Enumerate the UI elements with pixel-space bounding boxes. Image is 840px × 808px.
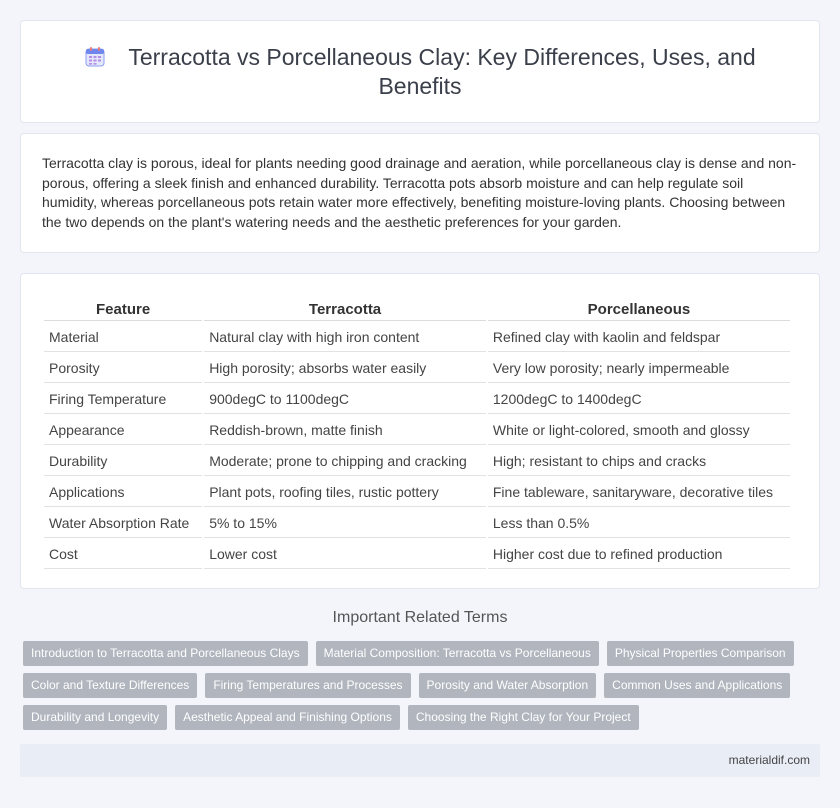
table-row	[44, 323, 790, 352]
related-term-tag[interactable]: Common Uses and Applications	[604, 673, 790, 698]
table-row	[44, 385, 790, 414]
table-row	[44, 478, 790, 507]
intro-card	[20, 133, 820, 253]
footer	[20, 744, 820, 777]
table-header-row	[44, 297, 790, 321]
table-row	[44, 540, 790, 569]
comparison-table	[42, 295, 792, 571]
related-term-tag[interactable]: Choosing the Right Clay for Your Project	[408, 705, 639, 730]
table-cell-feature: Water Absorption Rate	[44, 509, 202, 538]
column-header-porcellaneous: Porcellaneous	[488, 297, 790, 321]
table-cell-porcellaneous: Refined clay with kaolin and feldspar	[488, 323, 790, 352]
table-cell-feature: Cost	[44, 540, 202, 569]
table-cell-feature: Material	[44, 323, 202, 352]
table-cell-porcellaneous: 1200degC to 1400degC	[488, 385, 790, 414]
related-term-tag[interactable]: Porosity and Water Absorption	[419, 673, 597, 698]
related-term-tag[interactable]: Physical Properties Comparison	[607, 641, 794, 666]
related-terms-heading: Important Related Terms	[332, 609, 508, 626]
related-term-tag[interactable]: Aesthetic Appeal and Finishing Options	[175, 705, 400, 730]
table-cell-porcellaneous: Less than 0.5%	[488, 509, 790, 538]
header-card	[20, 20, 820, 123]
table-cell-feature: Durability	[44, 447, 202, 476]
table-cell-feature: Firing Temperature	[44, 385, 202, 414]
table-row	[44, 354, 790, 383]
related-term-tag[interactable]: Firing Temperatures and Processes	[205, 673, 410, 698]
page-title	[70, 43, 770, 101]
comparison-table-card	[20, 273, 820, 589]
column-header-terracotta: Terracotta	[204, 297, 486, 321]
table-cell-porcellaneous: Higher cost due to refined production	[488, 540, 790, 569]
table-cell-terracotta: Reddish-brown, matte finish	[204, 416, 486, 445]
table-cell-feature: Porosity	[44, 354, 202, 383]
table-cell-feature: Applications	[44, 478, 202, 507]
page-title-text: Terracotta vs Porcellaneous Clay: Key Differences, Uses, and Benefits	[128, 43, 756, 99]
table-cell-terracotta: Lower cost	[204, 540, 486, 569]
intro-paragraph: Terracotta clay is porous, ideal for plants needing good drainage and aeration, while porcellaneous clay is dense and non-porous, offering a sleek finish and enhanced durability. Terracotta pots absorb moisture and can help regulate soil humidity, whereas porcellaneous pots retain water more effectively, benefiting moisture-loving plants. Choosing between the two depends on the plant's watering needs and the aesthetic preferences for your garden.	[42, 155, 797, 230]
related-term-tag[interactable]: Introduction to Terracotta and Porcellaneous Clays	[23, 641, 308, 666]
table-cell-terracotta: Plant pots, roofing tiles, rustic pottery	[204, 478, 486, 507]
related-terms-list	[23, 641, 803, 730]
table-cell-terracotta: 900degC to 1100degC	[204, 385, 486, 414]
table-cell-porcellaneous: High; resistant to chips and cracks	[488, 447, 790, 476]
table-cell-terracotta: Moderate; prone to chipping and cracking	[204, 447, 486, 476]
table-cell-porcellaneous: White or light-colored, smooth and glossy	[488, 416, 790, 445]
table-row	[44, 416, 790, 445]
table-row	[44, 509, 790, 538]
table-cell-terracotta: Natural clay with high iron content	[204, 323, 486, 352]
table-cell-porcellaneous: Very low porosity; nearly impermeable	[488, 354, 790, 383]
related-term-tag[interactable]: Material Composition: Terracotta vs Porcellaneous	[316, 641, 599, 666]
table-cell-terracotta: 5% to 15%	[204, 509, 486, 538]
calendar-icon	[84, 46, 106, 68]
table-cell-porcellaneous: Fine tableware, sanitaryware, decorative tiles	[488, 478, 790, 507]
related-term-tag[interactable]: Durability and Longevity	[23, 705, 167, 730]
footer-site-link[interactable]: materialdif.com	[728, 753, 810, 767]
table-cell-terracotta: High porosity; absorbs water easily	[204, 354, 486, 383]
table-row	[44, 447, 790, 476]
related-term-tag[interactable]: Color and Texture Differences	[23, 673, 197, 698]
column-header-feature: Feature	[44, 297, 202, 321]
table-cell-feature: Appearance	[44, 416, 202, 445]
